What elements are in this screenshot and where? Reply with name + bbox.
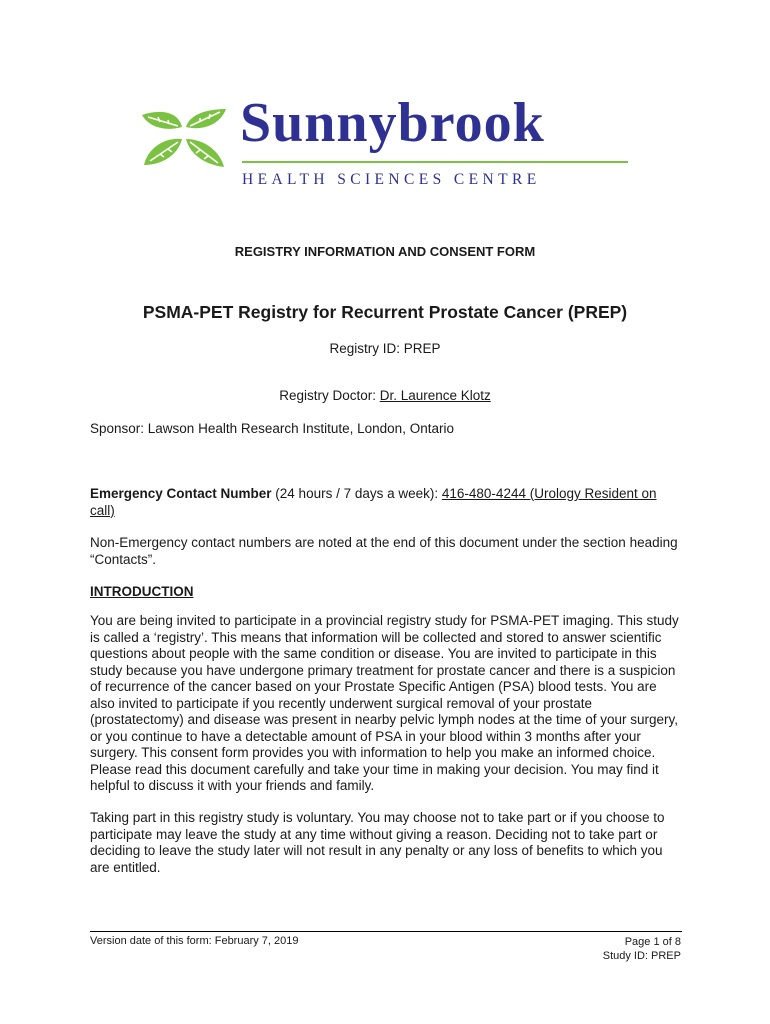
emergency-contact-hours: (24 hours / 7 days a week): [271, 486, 442, 501]
logo-subtitle: HEALTH SCIENCES CENTRE [242, 171, 541, 188]
emergency-contact-label: Emergency Contact Number [90, 486, 272, 501]
form-title: REGISTRY INFORMATION AND CONSENT FORM [234, 244, 536, 259]
logo-wordmark: Sunnybrook [240, 92, 545, 154]
footer-divider [90, 931, 682, 932]
page-number: Page 1 of 8 [624, 936, 681, 948]
non-emergency-note: Non-Emergency contact numbers are noted at the end of this document under the section heading “Contacts”. [90, 535, 678, 567]
footer-version: Version date of this form: February 7, 2019 [90, 935, 299, 947]
emergency-contact [90, 486, 682, 519]
introduction-paragraph-1: You are being invited to participate in a provincial registry study for PSMA-PET imaging. This study is called a ‘registry’. This means that information will be collected and stored to answer scientific questions about people with the same condition or disease. You are invited to participate in this study because you have undergone primary treatment for prostate cancer and there is a suspicion of recurrence of the cancer based on your Prostate Specific Antigen (PSA) blood tests. You are also invited to participate if you recently underwent surgical removal of your prostate (prostatectomy) and disease was present in nearby pelvic lymph nodes at the time of your surgery, or you continue to have a detectable amount of PSA in your blood within 3 months after your surgery. This consent form provides you with information to help you make an informed choice. Please read this document carefully and take your time in making your decision. You may find it helpful to discuss it with your friends and family. [90, 613, 679, 793]
registry-id: Registry ID: PREP [329, 341, 441, 356]
registry-doctor [0, 388, 770, 403]
sunnybrook-logo [140, 92, 640, 195]
sponsor-line: Sponsor: Lawson Health Research Institute, London, Ontario [90, 421, 454, 436]
registry-doctor-label: Registry Doctor: [279, 388, 380, 403]
footer-page-info [603, 935, 681, 963]
logo-divider [242, 161, 628, 163]
introduction-heading: INTRODUCTION [90, 584, 194, 599]
registry-doctor-name: Dr. Laurence Klotz [379, 388, 491, 403]
emergency-contact-number: 416-480-4244 (Urology Resident on call) [90, 486, 657, 518]
study-title: PSMA-PET Registry for Recurrent Prostate Cancer (PREP) [142, 302, 628, 322]
leaf-logo-icon [140, 107, 228, 169]
footer-study-id: Study ID: PREP [602, 950, 681, 962]
introduction-paragraph-2: Taking part in this registry study is voluntary. You may choose not to take part or if you choose to participate may leave the study at any time without giving a reason. Deciding not to take part or deciding to leave the study later will not result in any penalty or any loss of benefits to which you are entitled. [90, 810, 665, 875]
